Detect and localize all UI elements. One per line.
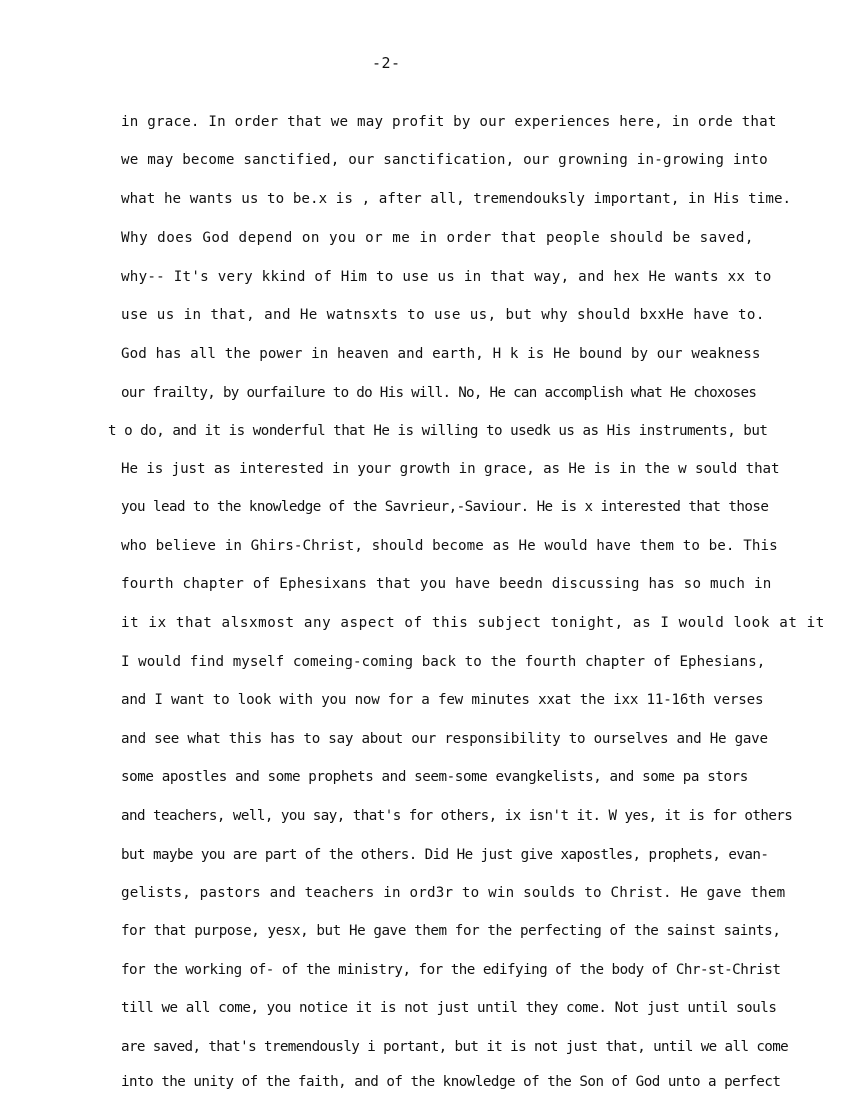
text-line: who believe in Ghirs-Christ, should become as He would have them to be. This xyxy=(121,538,778,554)
text-line: are saved, that's tremendously i portant, but it is not just that, until we all come xyxy=(121,1039,789,1055)
text-line: but maybe you are part of the others. Did He just give xapostles, prophets, evan- xyxy=(121,847,769,863)
text-line: we may become sanctified, our sanctification, our growning in-growing into xyxy=(121,152,768,168)
text-line: Why does God depend on you or me in order that people should be saved, xyxy=(121,230,754,246)
text-line: for the working of- of the ministry, for the edifying of the body of Chr-st-Christ xyxy=(121,962,781,978)
text-line: God has all the power in heaven and earth, H k is He bound by our weakness xyxy=(121,346,761,362)
text-line: I would find myself comeing-coming back to the fourth chapter of Ephesians, xyxy=(121,654,766,670)
text-line: what he wants us to be.x is , after all, tremendouksly important, in His time. xyxy=(121,191,792,207)
text-line: for that purpose, yesx, but He gave them for the perfecting of the sainst saints, xyxy=(121,923,781,939)
text-line: till we all come, you notice it is not just until they come. Not just until souls xyxy=(121,1000,777,1016)
text-line: and teachers, well, you say, that's for others, ix isn't it. W yes, it is for others xyxy=(121,808,793,824)
text-line: you lead to the knowledge of the Savrieur,-Saviour. He is x interested that those xyxy=(121,499,769,515)
text-line: our frailty, by ourfailure to do His will. No, He can accomplish what He choxoses xyxy=(121,385,757,401)
page-number: -2- xyxy=(372,54,401,72)
text-line: some apostles and some prophets and seem-some evangkelists, and some pa stors xyxy=(121,769,748,785)
text-line: and see what this has to say about our responsibility to ourselves and He gave xyxy=(121,731,768,747)
text-line: fourth chapter of Ephesixans that you have beedn discussing has so much in xyxy=(121,576,772,592)
text-line: in grace. In order that we may profit by our experiences here, in orde that xyxy=(121,114,777,130)
text-line: it ix that alsxmost any aspect of this subject tonight, as I would look at it xyxy=(121,615,825,631)
text-line: and I want to look with you now for a few minutes xxat the ixx 11-16th verses xyxy=(121,692,764,708)
text-line: He is just as interested in your growth in grace, as He is in the w sould that xyxy=(121,461,780,477)
text-line: gelists, pastors and teachers in ord3r to win soulds to Christ. He gave them xyxy=(121,885,786,901)
text-line: use us in that, and He watnsxts to use us, but why should bxxHe have to. xyxy=(121,307,765,323)
text-line: why-- It's very kkind of Him to use us in that way, and hex He wants xx to xyxy=(121,269,772,285)
text-line: t o do, and it is wonderful that He is willing to usedk us as His instruments, but xyxy=(108,423,768,439)
text-line: into the unity of the faith, and of the knowledge of the Son of God unto a perfect xyxy=(121,1074,781,1090)
